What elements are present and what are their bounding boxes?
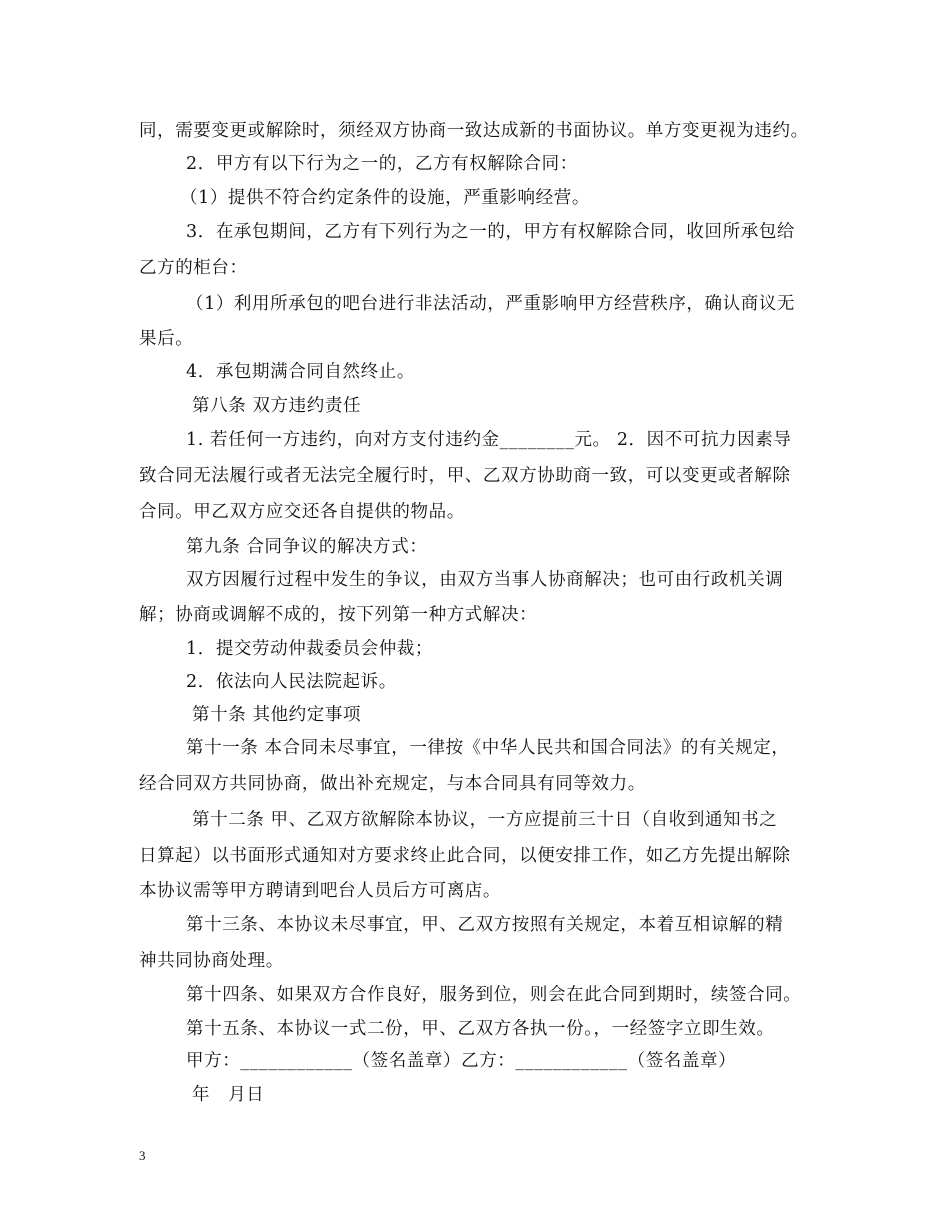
- text-line: 第十一条 本合同未尽事宜，一律按《中华人民共和国合同法》的有关规定，: [186, 738, 790, 758]
- text-line: 经合同双方共同协商，做出补充规定，与本合同具有同等效力。: [139, 774, 646, 794]
- page-number: 3: [139, 1148, 146, 1163]
- section-heading: 第十条 其他约定事项: [192, 705, 362, 725]
- text-line: （1）提供不符合约定条件的设施，严重影响经营。: [180, 188, 590, 208]
- text-line: 神共同协商处理。: [139, 951, 284, 971]
- text-line: 第十二条 甲、乙双方欲解除本协议，一方应提前三十日（自收到通知书之: [192, 810, 778, 830]
- text-line: 第十五条、本协议一式二份，甲、乙双方各执一份。，一经签字立即生效。: [186, 1019, 775, 1039]
- text-line: 双方因履行过程中发生的争议，由双方当事人协商解决；也可由行政机关调: [186, 570, 784, 590]
- text-line: 解；协商或调解不成的，按下列第一种方式解决：: [139, 605, 538, 625]
- text-line: 第十四条、如果双方合作良好，服务到位，则会在此合同到期时，续签合同。: [186, 985, 802, 1005]
- text-line: 同，需要变更或解除时，须经双方协商一致达成新的书面协议。单方变更视为违约。: [139, 121, 809, 141]
- text-line: 2．甲方有以下行为之一的，乙方有权解除合同：: [186, 154, 578, 174]
- signature-line: 甲方：____________（签名盖章）乙方：____________（签名盖章）: [186, 1051, 737, 1071]
- text-line: 1. 若任何一方违约，向对方支付违约金________元。 2．因不可抗力因素导: [186, 430, 792, 450]
- text-line: 致合同无法履行或者无法完全履行时，甲、乙双方协助商一致，可以变更或者解除: [139, 466, 791, 486]
- text-line: 合同。甲乙双方应交还各自提供的物品。: [139, 502, 465, 522]
- text-line: 乙方的柜台：: [139, 258, 248, 278]
- section-heading: 第八条 双方违约责任: [192, 396, 362, 416]
- text-line: 第十三条、本协议未尽事宜，甲、乙双方按照有关规定，本着互相谅解的精: [186, 915, 784, 935]
- text-line: 3．在承包期间，乙方有下列行为之一的，甲方有权解除合同，收回所承包给: [186, 222, 796, 242]
- text-line: 2．依法向人民法院起诉。: [186, 672, 397, 692]
- text-line: 4．承包期满合同自然终止。: [186, 362, 415, 382]
- date-line: 年 月日: [192, 1085, 265, 1105]
- text-line: 1．提交劳动仲裁委员会仲裁；: [186, 639, 434, 659]
- section-heading: 第九条 合同争议的解决方式：: [186, 537, 428, 557]
- text-line: 果后。: [139, 329, 194, 349]
- text-line: 本协议需等甲方聘请到吧台人员后方可离店。: [139, 881, 501, 901]
- text-line: 日算起）以书面形式通知对方要求终止此合同，以便安排工作，如乙方先提出解除: [139, 846, 791, 866]
- text-line: （1）利用所承包的吧台进行非法活动，严重影响甲方经营秩序，确认商议无: [186, 294, 796, 314]
